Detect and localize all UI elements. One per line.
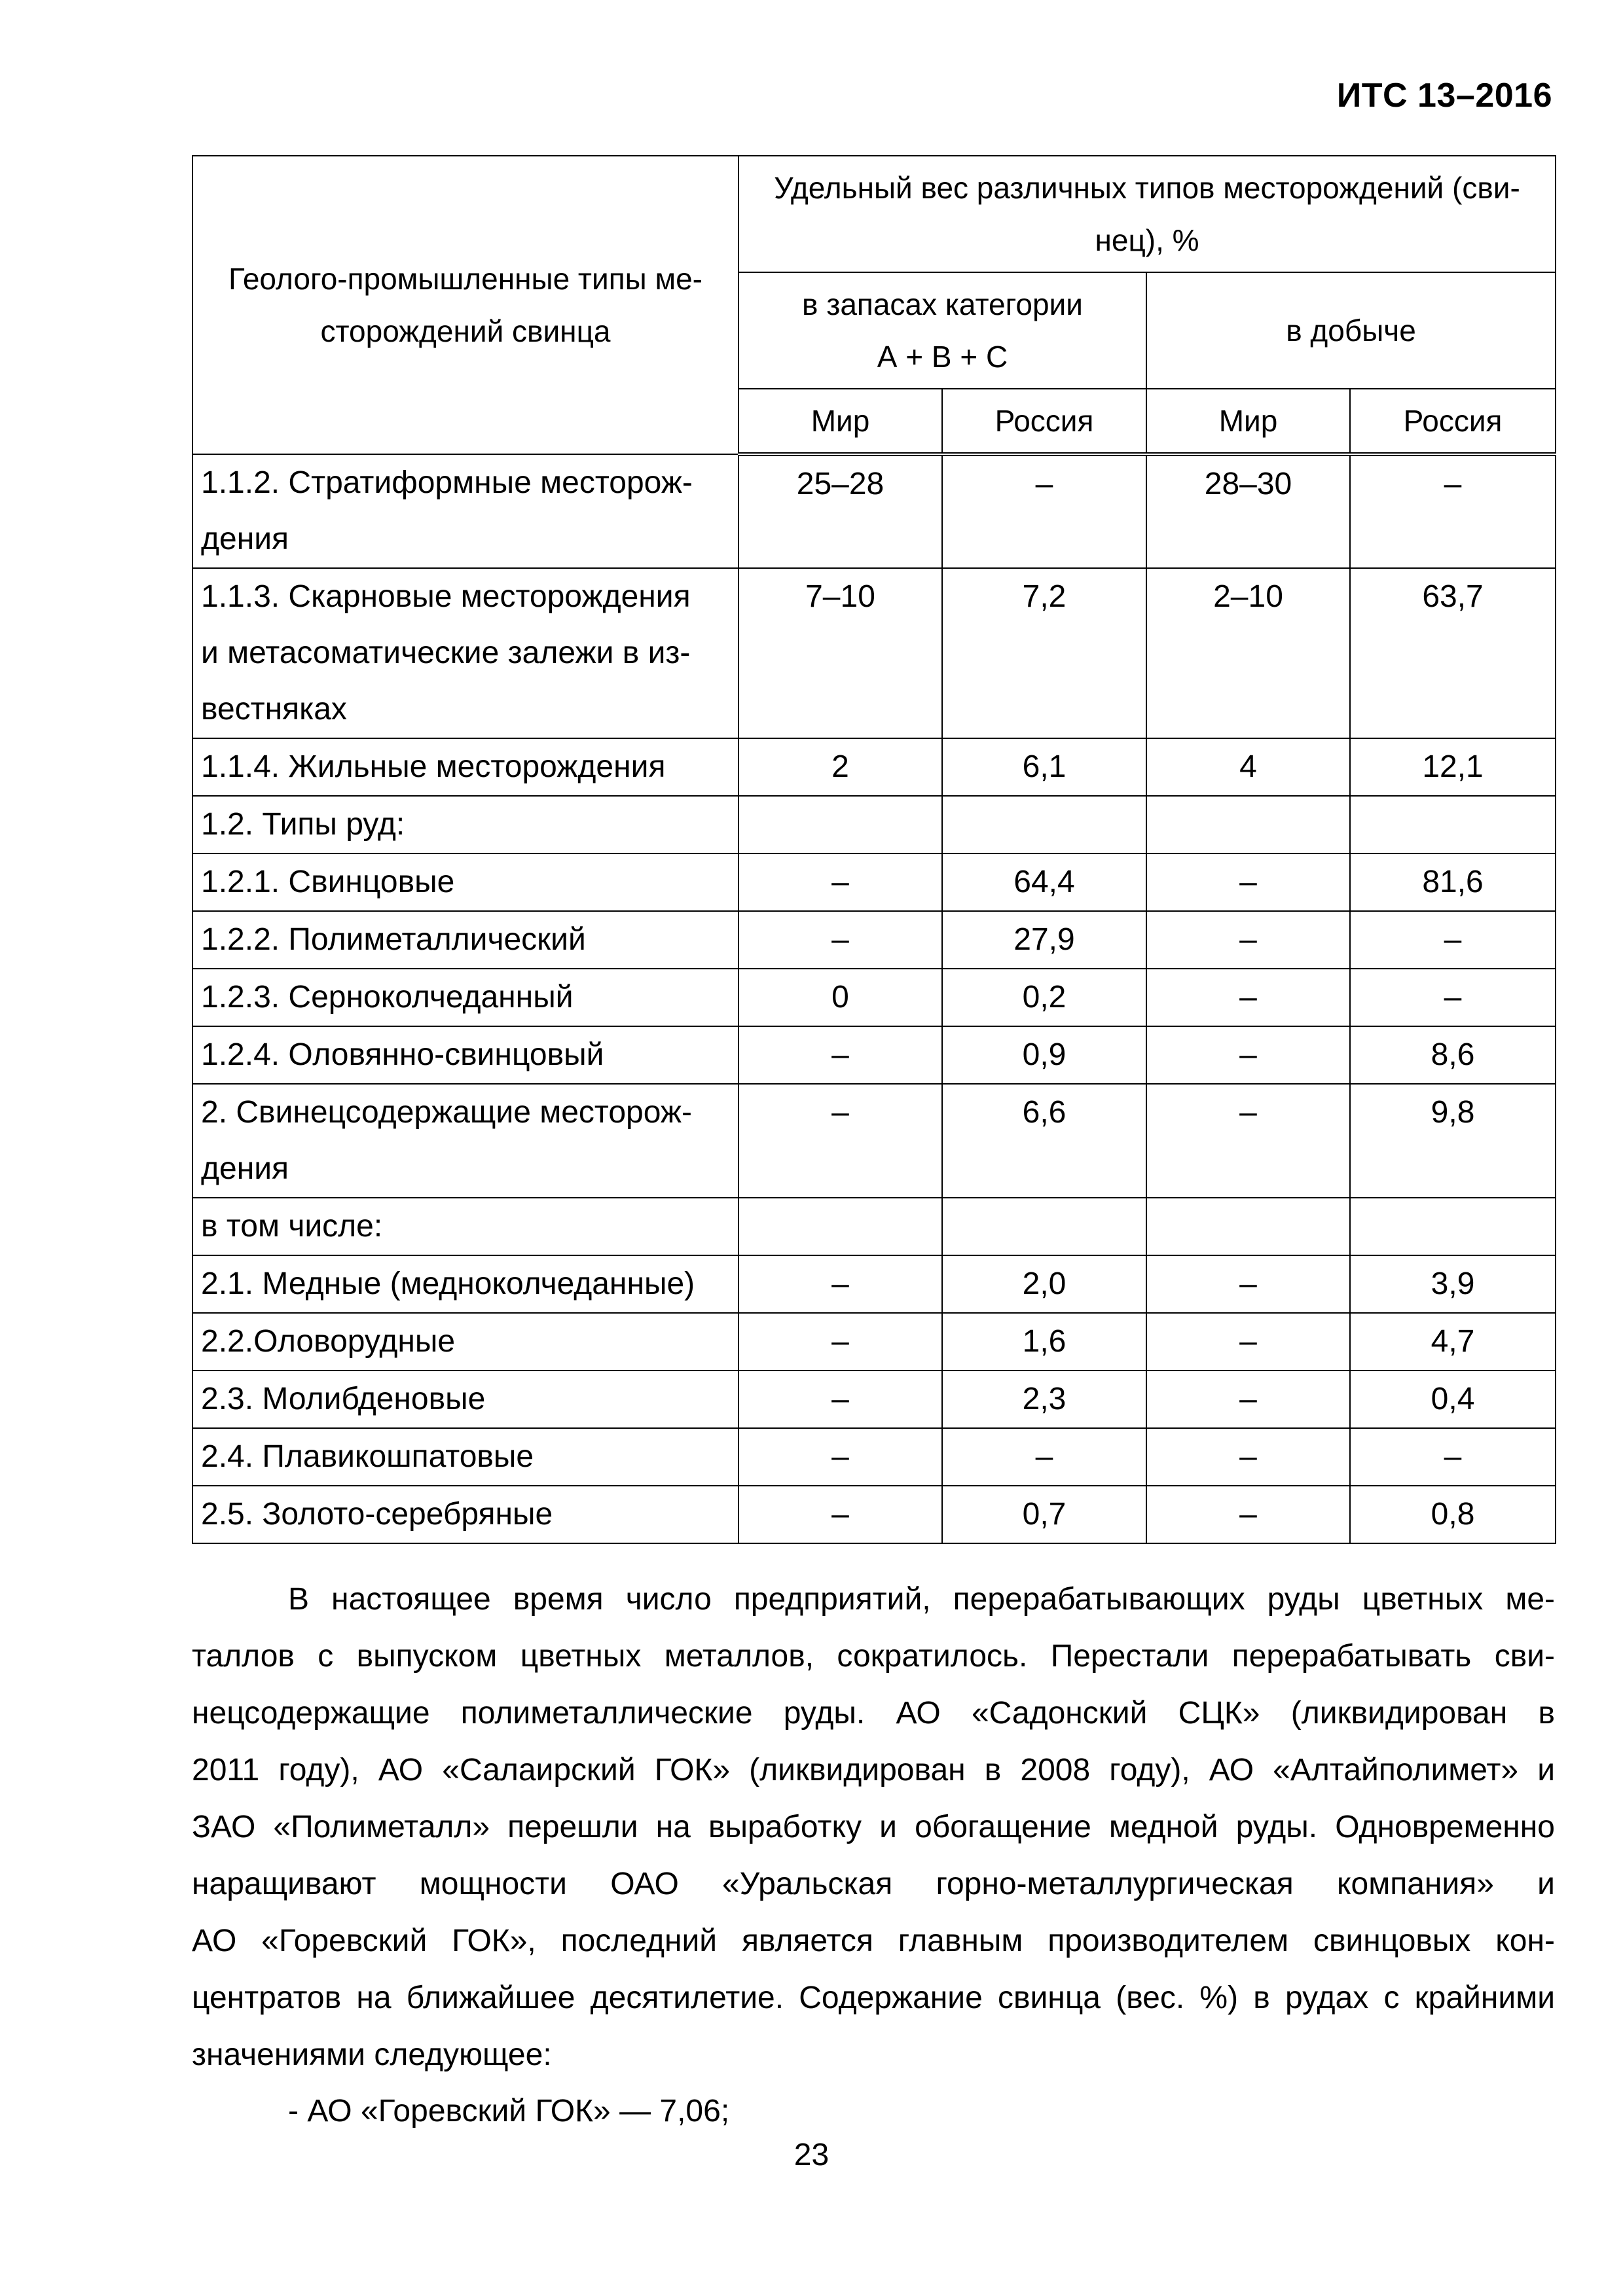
paragraph-line: центратов на ближайшее десятилетие. Содержание свинца (вес. %) в рудах с крайними (192, 1981, 1555, 2015)
deposit-type-text: 1.2.3. Серноколчеданный (201, 980, 574, 1014)
value-cell: 6,1 (942, 738, 1146, 796)
value-cell: – (1350, 969, 1556, 1026)
value-cell: 1,6 (942, 1313, 1146, 1371)
table-row (192, 796, 1556, 853)
value-cell: – (1146, 969, 1350, 1026)
value-cell (1350, 1198, 1556, 1255)
value-cell (1146, 1198, 1350, 1255)
value-cell: 64,4 (942, 853, 1146, 911)
deposit-type-cell (192, 738, 739, 796)
value-cell: 2 (739, 738, 942, 796)
table-row (192, 1198, 1556, 1255)
value-cell: 27,9 (942, 911, 1146, 969)
table-row (192, 568, 1556, 738)
deposit-type-text: вестняках (201, 692, 347, 726)
table-row (192, 738, 1556, 796)
value-cell: 0,7 (942, 1486, 1146, 1543)
table-row (192, 1026, 1556, 1084)
deposit-type-text: 2.3. Молибденовые (201, 1382, 486, 1416)
value-cell: – (942, 454, 1146, 568)
sub-header-world-reserves: Мир (739, 389, 942, 454)
value-cell: – (1350, 911, 1556, 969)
value-cell (942, 796, 1146, 853)
paragraph-line: нецсодержащие полиметаллические руды. АО «Садонский СЦК» (ликвидирован в (192, 1696, 1555, 1731)
deposit-type-cell (192, 1313, 739, 1371)
deposit-type-cell (192, 796, 739, 853)
value-cell: 63,7 (1350, 568, 1556, 738)
value-cell: – (1146, 1486, 1350, 1543)
deposit-type-cell (192, 1084, 739, 1198)
deposit-type-cell (192, 1198, 739, 1255)
deposit-type-text: 1.2.1. Свинцовые (201, 865, 455, 899)
value-cell: 0 (739, 969, 942, 1026)
table-row (192, 1255, 1556, 1313)
value-cell: – (1350, 1428, 1556, 1486)
deposit-type-cell (192, 1428, 739, 1486)
value-cell: 0,9 (942, 1026, 1146, 1084)
deposit-type-cell (192, 1026, 739, 1084)
deposit-type-text: 2. Свинецсодержащие месторож- (201, 1095, 692, 1130)
deposit-type-text: 1.1.2. Стратиформные месторож- (201, 465, 693, 500)
paragraph-line: таллов с выпуском цветных металлов, сократилось. Перестали перерабатывать сви- (192, 1639, 1555, 1674)
value-cell: 4,7 (1350, 1313, 1556, 1371)
value-cell: 7–10 (739, 568, 942, 738)
deposit-type-header: Геолого-промышленные типы ме- сторождений свинца (192, 156, 739, 454)
deposit-type-text: дения (201, 1151, 289, 1186)
page-number: 23 (793, 2138, 830, 2172)
value-cell: 2–10 (1146, 568, 1350, 738)
table-row (192, 1486, 1556, 1543)
value-cell (739, 1198, 942, 1255)
value-cell (942, 1198, 1146, 1255)
value-cell: – (1146, 1255, 1350, 1313)
value-cell: – (739, 1313, 942, 1371)
sub-header-russia-production: Россия (1350, 389, 1556, 454)
deposit-type-text: 1.2.4. Оловянно-свинцовый (201, 1037, 604, 1072)
paragraph-line: АО «Горевский ГОК», последний является главным производителем свинцовых кон- (192, 1924, 1555, 1958)
deposit-type-cell (192, 969, 739, 1026)
document-code: ИТС 13–2016 (1336, 77, 1552, 115)
value-cell: – (1350, 454, 1556, 568)
deposit-types-table (192, 155, 1556, 1544)
deposit-type-text: в том числе: (201, 1209, 383, 1244)
deposit-type-cell (192, 1486, 739, 1543)
table-row (192, 1313, 1556, 1371)
value-cell: 6,6 (942, 1084, 1146, 1198)
value-cell: 9,8 (1350, 1084, 1556, 1198)
value-cell (1350, 796, 1556, 853)
value-cell: 81,6 (1350, 853, 1556, 911)
paragraph-line: 2011 году), АО «Салаирский ГОК» (ликвидирован в 2008 году), АО «Алтайполимет» и (192, 1753, 1555, 1787)
deposit-type-text: 1.1.4. Жильные месторождения (201, 749, 666, 784)
sub-header-world-production: Мир (1146, 389, 1350, 454)
value-cell: – (1146, 911, 1350, 969)
table-row (192, 911, 1556, 969)
deposit-type-cell (192, 1371, 739, 1428)
deposit-type-cell (192, 454, 739, 568)
value-cell: 3,9 (1350, 1255, 1556, 1313)
deposit-type-text: 2.1. Медные (медноколчеданные) (201, 1266, 695, 1301)
value-cell: 7,2 (942, 568, 1146, 738)
value-cell: 12,1 (1350, 738, 1556, 796)
paragraph-line: значениями следующее: (192, 2037, 552, 2072)
deposit-type-text: 2.2.Оловорудные (201, 1324, 456, 1359)
value-cell: – (1146, 1428, 1350, 1486)
value-cell: – (1146, 853, 1350, 911)
deposit-type-cell (192, 911, 739, 969)
table-row (192, 454, 1556, 568)
value-cell: 2,3 (942, 1371, 1146, 1428)
deposit-type-text: 1.1.3. Скарновые месторождения (201, 579, 691, 614)
deposit-type-text: 2.5. Золото-серебряные (201, 1497, 553, 1532)
deposit-type-text: 2.4. Плавикошпатовые (201, 1439, 534, 1474)
value-cell: – (739, 1084, 942, 1198)
value-cell (739, 796, 942, 853)
value-cell: 4 (1146, 738, 1350, 796)
value-cell: 0,4 (1350, 1371, 1556, 1428)
table-row (192, 1428, 1556, 1486)
table-row (192, 1371, 1556, 1428)
value-cell: 0,8 (1350, 1486, 1556, 1543)
deposit-type-text: дения (201, 522, 289, 556)
deposit-type-cell (192, 568, 739, 738)
paragraph-line: В настоящее время число предприятий, перерабатывающих руды цветных ме- (288, 1582, 1555, 1617)
deposit-type-text: 1.2.2. Полиметаллический (201, 922, 586, 957)
value-cell: 2,0 (942, 1255, 1146, 1313)
value-cell: – (1146, 1371, 1350, 1428)
value-cell: 28–30 (1146, 454, 1350, 568)
value-cell: – (1146, 1026, 1350, 1084)
value-cell: – (739, 1026, 942, 1084)
table-body (192, 454, 1556, 1543)
value-cell: 0,2 (942, 969, 1146, 1026)
table-row (192, 969, 1556, 1026)
reserves-header: в запасах категории А + В + С (739, 272, 1146, 389)
deposit-type-text: и метасоматические залежи в из- (201, 636, 691, 670)
value-cell: – (739, 1371, 942, 1428)
value-cell: – (739, 1255, 942, 1313)
share-header: Удельный вес различных типов месторождений (сви- нец), % (739, 156, 1556, 272)
deposit-type-cell (192, 1255, 739, 1313)
body-paragraph (192, 1571, 1555, 2083)
table-row (192, 853, 1556, 911)
paragraph-line: ЗАО «Полиметалл» перешли на выработку и обогащение медной руды. Одновременно (192, 1810, 1555, 1844)
value-cell: – (739, 1486, 942, 1543)
value-cell: – (739, 911, 942, 969)
value-cell: – (1146, 1084, 1350, 1198)
value-cell: 25–28 (739, 454, 942, 568)
production-header: в добыче (1146, 272, 1556, 389)
sub-header-russia-reserves: Россия (942, 389, 1146, 454)
value-cell: – (739, 1428, 942, 1486)
bullet-item: - АО «Горевский ГОК» — 7,06; (288, 2094, 730, 2128)
value-cell: – (739, 853, 942, 911)
value-cell: – (1146, 1313, 1350, 1371)
deposit-type-cell (192, 853, 739, 911)
value-cell (1146, 796, 1350, 853)
value-cell: 8,6 (1350, 1026, 1556, 1084)
value-cell: – (942, 1428, 1146, 1486)
table-row (192, 1084, 1556, 1198)
paragraph-line: наращивают мощности ОАО «Уральская горно-металлургическая компания» и (192, 1867, 1555, 1901)
deposit-type-text: 1.2. Типы руд: (201, 807, 405, 842)
